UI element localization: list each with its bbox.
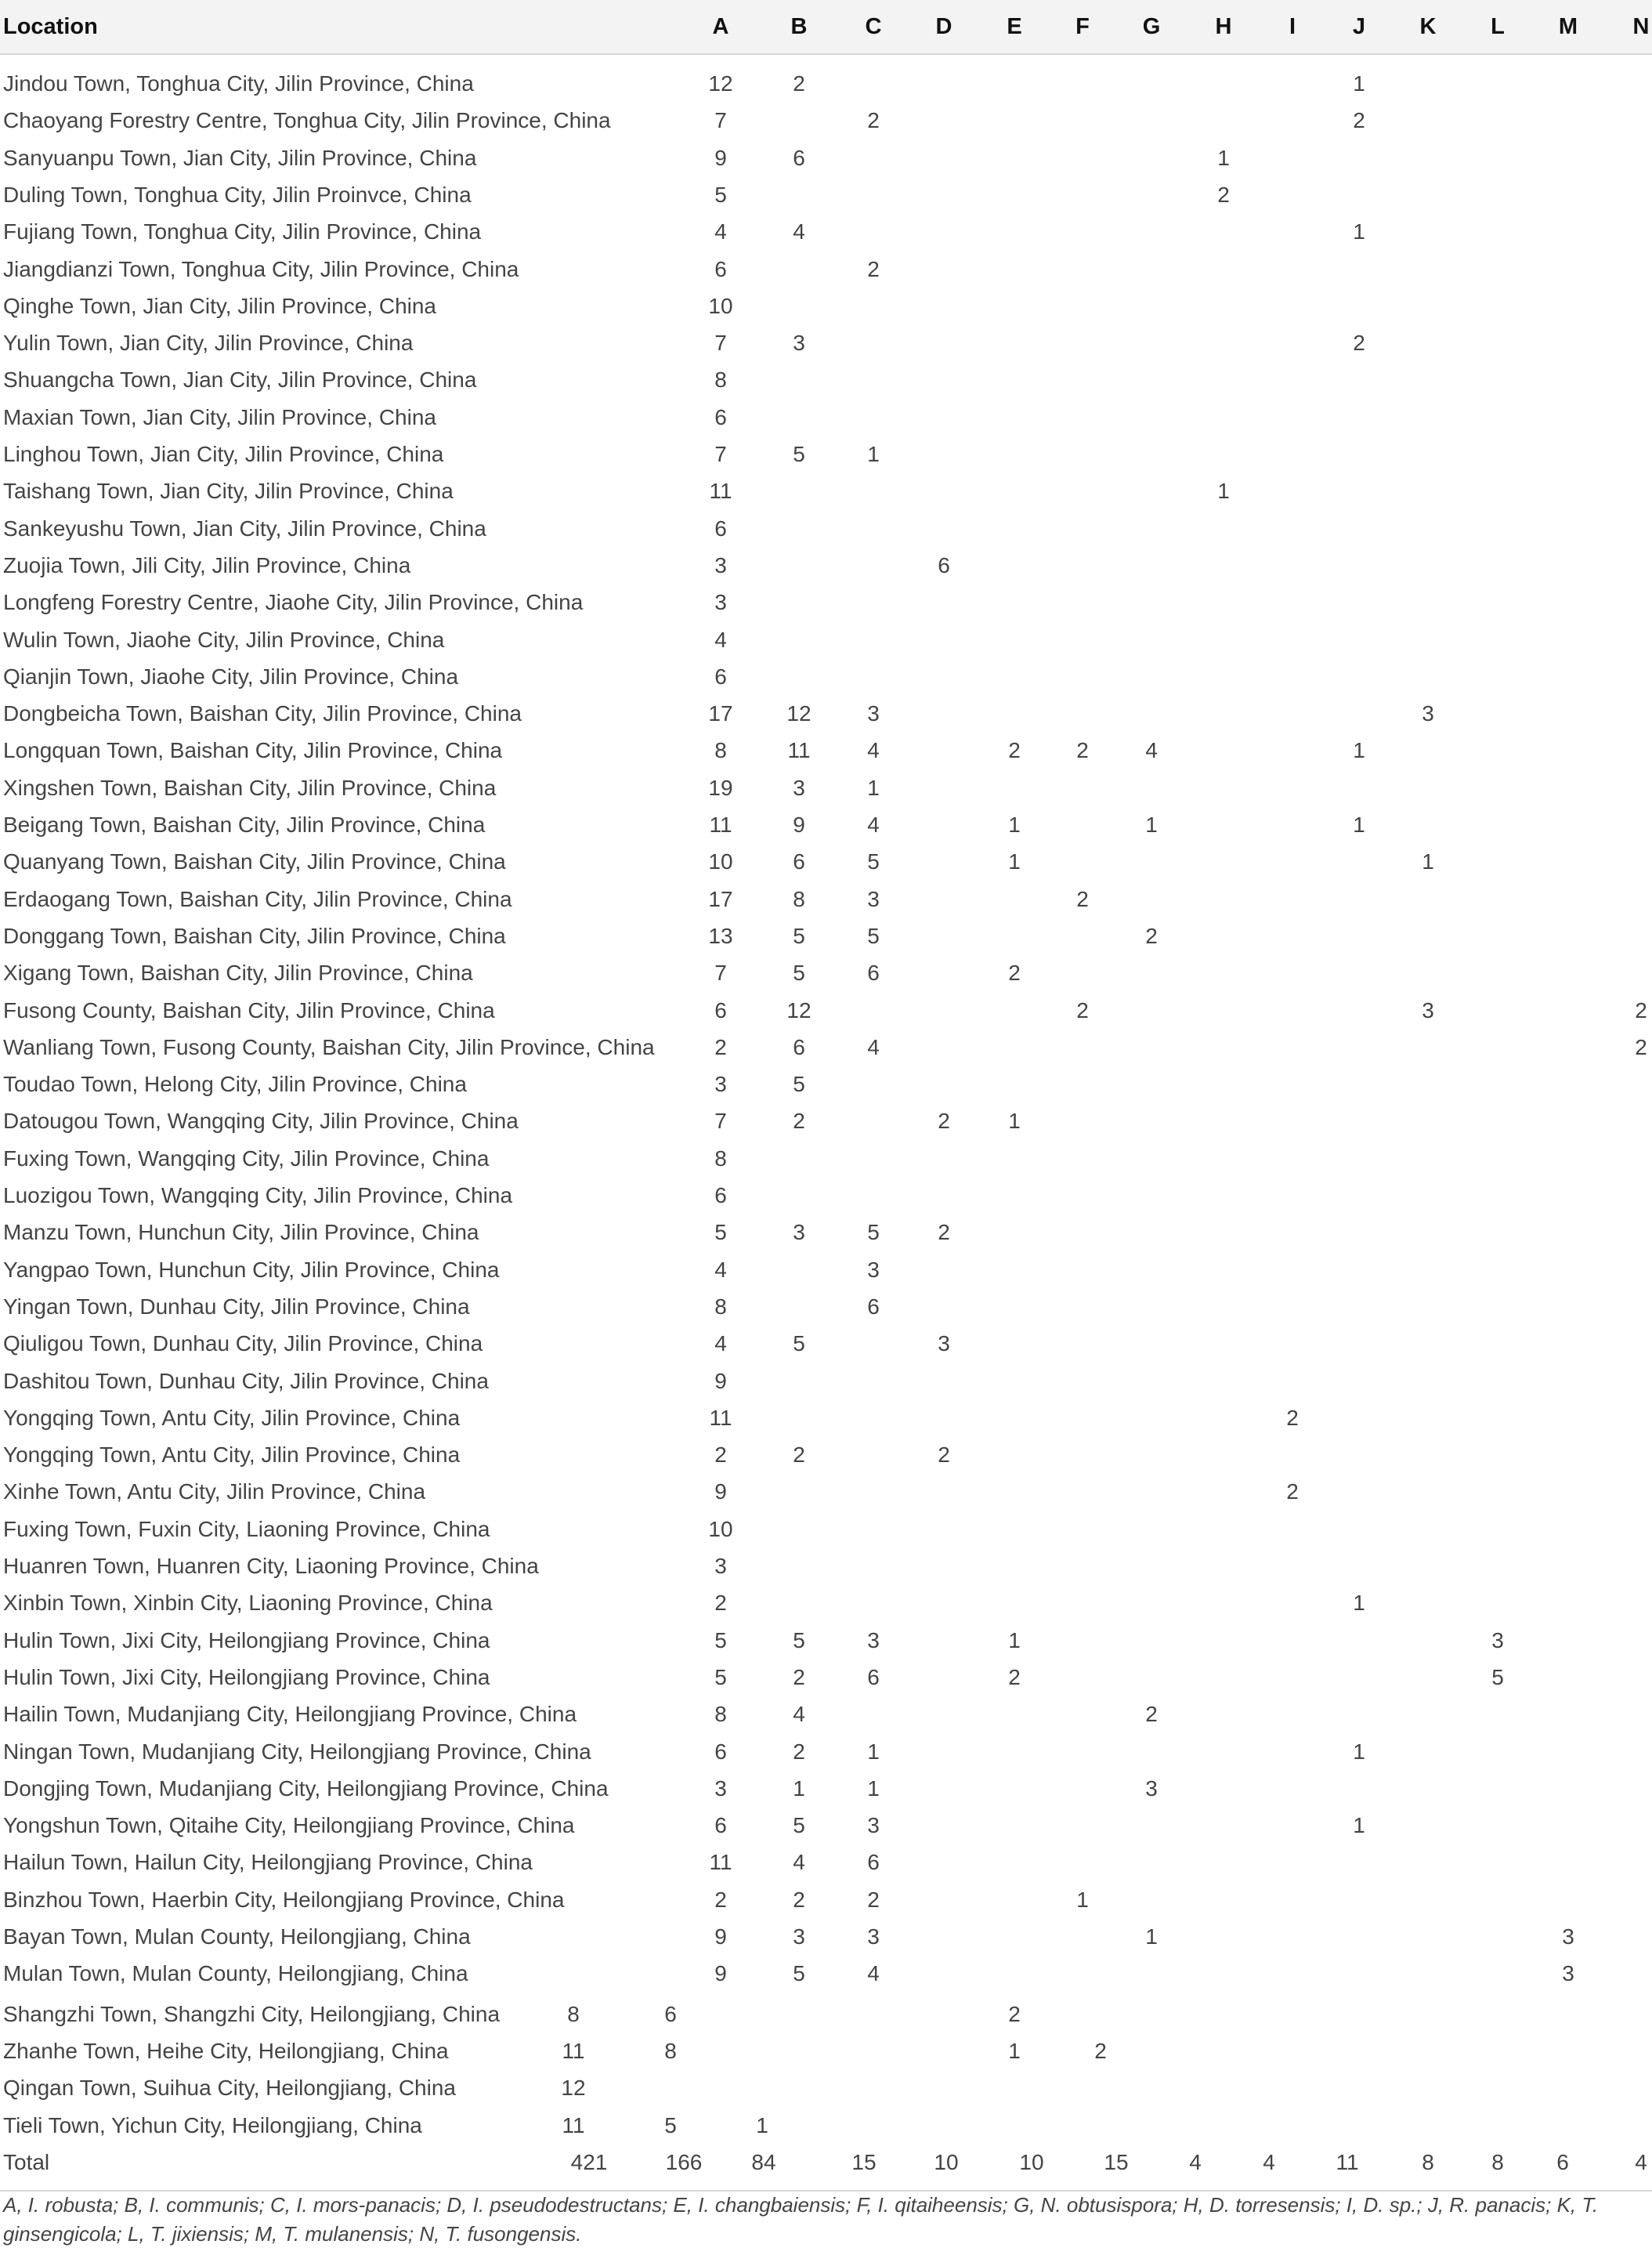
cell-value: 2 (1076, 738, 1089, 763)
cell-value: 12 (708, 71, 733, 96)
cell-value: 1 (1008, 849, 1021, 874)
cell-value: 6 (793, 849, 805, 874)
cell-value: 1 (1145, 813, 1158, 837)
cell-value: 1 (867, 1739, 880, 1764)
cell-value: 9 (714, 1961, 727, 1986)
row-location: Yingan Town, Dunhau City, Jilin Province, China (3, 1294, 470, 1319)
cell-value: 6 (714, 404, 727, 429)
cell-value: 8 (793, 886, 805, 911)
cell-value: 11 (562, 2038, 585, 2063)
cell-value: 8 (714, 1146, 727, 1171)
cell-value: 3 (1562, 1961, 1574, 1986)
cell-value: 6 (714, 1183, 727, 1207)
row-location: Toudao Town, Helong City, Jilin Province, China (3, 1072, 467, 1097)
cell-value: 2 (1008, 738, 1021, 763)
cell-value: 6 (938, 552, 950, 577)
cell-value: 5 (793, 923, 805, 948)
total-value: 8 (1422, 2149, 1434, 2174)
cell-value: 3 (867, 701, 880, 726)
cell-value: 1 (867, 442, 880, 466)
cell-value: 6 (867, 1664, 880, 1689)
row-location: Jindou Town, Tonghua City, Jilin Province, China (3, 71, 474, 96)
cell-value: 5 (867, 923, 880, 948)
row-location: Quanyang Town, Baishan City, Jilin Province, China (3, 849, 506, 874)
header-col-l: L (1491, 14, 1505, 39)
row-location: Erdaogang Town, Baishan City, Jilin Province, China (3, 886, 512, 911)
cell-value: 2 (1094, 2038, 1107, 2063)
row-location: Donggang Town, Baishan City, Jilin Province, China (3, 923, 506, 948)
cell-value: 5 (793, 1961, 805, 1986)
row-location: Zhanhe Town, Heihe City, Heilongjiang, China (3, 2038, 449, 2063)
row-location: Fuxing Town, Fuxin City, Liaoning Province, China (3, 1516, 490, 1541)
row-location: Taishang Town, Jian City, Jilin Province, China (3, 479, 454, 504)
cell-value: 1 (1353, 1813, 1365, 1838)
row-location: Fujiang Town, Tonghua City, Jilin Province, China (3, 219, 482, 244)
cell-value: 1 (1353, 1591, 1365, 1616)
cell-value: 2 (1635, 1034, 1647, 1059)
cell-value: 4 (714, 1257, 727, 1282)
cell-value: 2 (938, 1442, 950, 1468)
cell-value: 9 (714, 145, 727, 170)
cell-value: 2 (1635, 997, 1647, 1023)
cell-value: 6 (867, 961, 880, 986)
cell-value: 4 (1145, 738, 1158, 763)
row-location: Hulin Town, Jixi City, Heilongjiang Province, China (3, 1664, 490, 1689)
header-col-e: E (1007, 14, 1022, 39)
row-location: Yangpao Town, Hunchun City, Jilin Province, China (3, 1257, 500, 1282)
cell-value: 8 (714, 1294, 727, 1319)
cell-value: 3 (714, 590, 727, 615)
cell-value: 11 (709, 1405, 732, 1430)
cell-value: 2 (714, 1034, 727, 1059)
row-location: Hailin Town, Mudanjiang City, Heilongjiang Province, China (3, 1702, 577, 1727)
cell-value: 2 (1008, 961, 1021, 986)
cell-value: 10 (708, 849, 733, 874)
cell-value: 7 (714, 442, 727, 466)
total-value: 15 (1104, 2149, 1129, 2174)
total-label: Total (3, 2149, 50, 2174)
row-location: Duling Town, Tonghua City, Jilin Proinvce, China (3, 182, 472, 207)
row-location: Longquan Town, Baishan City, Jilin Province, China (3, 738, 503, 763)
row-location: Beigang Town, Baishan City, Jilin Province, China (3, 813, 486, 837)
total-value: 84 (751, 2149, 776, 2174)
cell-value: 3 (1491, 1627, 1504, 1652)
header-col-d: D (935, 14, 953, 39)
row-location: Qianjin Town, Jiaohe City, Jilin Province, China (3, 664, 459, 689)
cell-value: 6 (714, 516, 727, 541)
row-location: Datougou Town, Wangqing City, Jilin Province, China (3, 1109, 519, 1134)
total-value: 8 (1491, 2149, 1504, 2174)
cell-value: 7 (714, 1109, 727, 1134)
cell-value: 4 (714, 1331, 727, 1356)
cell-value: 2 (793, 1887, 805, 1912)
cell-value: 3 (1422, 997, 1434, 1023)
row-location: Manzu Town, Hunchun City, Jilin Province, China (3, 1220, 479, 1245)
row-location: Wanliang Town, Fusong County, Baishan City, Jilin Province, China (3, 1034, 655, 1059)
cell-value: 5 (714, 182, 727, 207)
cell-value: 3 (793, 1220, 805, 1245)
total-value: 10 (1019, 2149, 1044, 2174)
row-location: Xingshen Town, Baishan City, Jilin Province, China (3, 775, 497, 800)
cell-value: 4 (793, 1850, 805, 1875)
cell-value: 1 (1353, 813, 1365, 837)
cell-value: 3 (714, 1775, 727, 1801)
cell-value: 4 (793, 1702, 805, 1727)
cell-value: 5 (793, 961, 805, 986)
row-location: Wulin Town, Jiaohe City, Jilin Province, China (3, 627, 445, 652)
header-col-b: B (790, 14, 808, 39)
cell-value: 3 (938, 1331, 950, 1356)
header-col-f: F (1075, 14, 1090, 39)
row-location: Qingan Town, Suihua City, Heilongjiang, China (3, 2076, 456, 2101)
row-location: Shuangcha Town, Jian City, Jilin Province, China (3, 367, 477, 393)
cell-value: 1 (1353, 219, 1365, 244)
row-location: Yulin Town, Jian City, Jilin Province, China (3, 331, 414, 356)
cell-value: 3 (793, 775, 805, 800)
cell-value: 7 (714, 331, 727, 356)
cell-value: 6 (793, 1034, 805, 1059)
row-location: Dashitou Town, Dunhau City, Jilin Province, China (3, 1368, 489, 1393)
row-location: Linghou Town, Jian City, Jilin Province, China (3, 442, 444, 466)
row-location: Yongshun Town, Qitaihe City, Heilongjiang Province, China (3, 1813, 575, 1838)
cell-value: 8 (714, 367, 727, 393)
cell-value: 2 (938, 1220, 950, 1245)
cell-value: 2 (1353, 108, 1365, 133)
cell-value: 2 (938, 1109, 950, 1134)
cell-value: 2 (793, 1664, 805, 1689)
header-col-i: I (1289, 14, 1296, 39)
cell-value: 5 (1491, 1664, 1504, 1689)
row-location: Maxian Town, Jian City, Jilin Province, China (3, 404, 436, 429)
cell-value: 6 (867, 1850, 880, 1875)
cell-value: 1 (1076, 1887, 1089, 1912)
total-value: 15 (851, 2149, 877, 2174)
cell-value: 2 (793, 1442, 805, 1468)
cell-value: 8 (714, 738, 727, 763)
header-col-m: M (1558, 14, 1578, 39)
row-location: Xinhe Town, Antu City, Jilin Province, China (3, 1479, 426, 1504)
cell-value: 11 (709, 479, 732, 504)
total-value: 4 (1189, 2149, 1202, 2174)
row-location: Binzhou Town, Haerbin City, Heilongjiang Province, China (3, 1887, 565, 1912)
row-location: Hulin Town, Jixi City, Heilongjiang Province, China (3, 1627, 490, 1652)
cell-value: 2 (793, 71, 805, 96)
cell-value: 5 (793, 1331, 805, 1356)
row-location: Dongbeicha Town, Baishan City, Jilin Province, China (3, 701, 522, 726)
cell-value: 6 (867, 1294, 880, 1319)
row-location: Fuxing Town, Wangqing City, Jilin Province, China (3, 1146, 490, 1171)
cell-value: 3 (1562, 1924, 1574, 1949)
cell-value: 9 (714, 1479, 727, 1504)
cell-value: 1 (1353, 738, 1365, 763)
cell-value: 5 (714, 1220, 727, 1245)
cell-value: 17 (708, 886, 733, 911)
cell-value: 2 (867, 108, 880, 133)
cell-value: 2 (1217, 182, 1230, 207)
cell-value: 7 (714, 108, 727, 133)
cell-value: 4 (867, 813, 880, 837)
row-location: Qinghe Town, Jian City, Jilin Province, China (3, 293, 436, 318)
total-value: 421 (570, 2149, 608, 2174)
total-value: 4 (1263, 2149, 1275, 2174)
row-location: Tieli Town, Yichun City, Heilongjiang, China (3, 2112, 422, 2137)
cell-value: 1 (1145, 1924, 1158, 1949)
header-col-n: N (1632, 14, 1650, 39)
cell-value: 3 (714, 1072, 727, 1097)
row-location: Luozigou Town, Wangqing City, Jilin Province, China (3, 1183, 513, 1207)
cell-value: 8 (567, 2001, 580, 2026)
cell-value: 3 (867, 886, 880, 911)
cell-value: 6 (714, 1739, 727, 1764)
header-col-g: G (1142, 14, 1161, 39)
cell-value: 1 (867, 1775, 880, 1801)
cell-value: 1 (1353, 1739, 1365, 1764)
row-location: Huanren Town, Huanren City, Liaoning Province, China (3, 1554, 539, 1578)
cell-value: 11 (787, 738, 811, 763)
total-value: 166 (665, 2149, 703, 2174)
row-location: Hailun Town, Hailun City, Heilongjiang Province, China (3, 1850, 533, 1875)
cell-value: 1 (1422, 849, 1434, 874)
header-col-c: C (865, 14, 882, 39)
cell-value: 3 (867, 1924, 880, 1949)
cell-value: 5 (793, 442, 805, 466)
total-value: 6 (1556, 2149, 1569, 2174)
cell-value: 2 (1076, 997, 1089, 1023)
cell-value: 5 (867, 1220, 880, 1245)
cell-value: 12 (786, 997, 812, 1023)
row-location: Sankeyushu Town, Jian City, Jilin Province, China (3, 516, 486, 541)
row-location: Fusong County, Baishan City, Jilin Province, China (3, 997, 495, 1023)
cell-value: 6 (714, 1813, 727, 1838)
row-location: Ningan Town, Mudanjiang City, Heilongjiang Province, China (3, 1739, 591, 1764)
cell-value: 6 (714, 664, 727, 689)
cell-value: 5 (714, 1664, 727, 1689)
cell-value: 11 (562, 2112, 585, 2137)
cell-value: 1 (1008, 2038, 1021, 2063)
cell-value: 4 (867, 738, 880, 763)
cell-value: 12 (786, 701, 812, 726)
cell-value: 10 (708, 293, 733, 318)
cell-value: 3 (793, 1924, 805, 1949)
total-value: 10 (934, 2149, 959, 2174)
cell-value: 1 (1353, 71, 1365, 96)
cell-value: 13 (708, 923, 733, 948)
cell-value: 2 (867, 1887, 880, 1912)
cell-value: 3 (1145, 1775, 1158, 1801)
total-value: 11 (1336, 2149, 1359, 2174)
cell-value: 8 (714, 1702, 727, 1727)
cell-value: 6 (714, 256, 727, 281)
cell-value: 10 (708, 1516, 733, 1541)
cell-value: 6 (714, 997, 727, 1023)
row-location: Zuojia Town, Jili City, Jilin Province, China (3, 552, 411, 577)
row-location: Mulan Town, Mulan County, Heilongjiang, China (3, 1961, 468, 1986)
cell-value: 2 (1353, 331, 1365, 356)
cell-value: 9 (714, 1924, 727, 1949)
row-location: Dongjing Town, Mudanjiang City, Heilongjiang Province, China (3, 1775, 609, 1801)
cell-value: 2 (714, 1442, 727, 1468)
cell-value: 9 (714, 1368, 727, 1393)
cell-value: 4 (867, 1961, 880, 1986)
cell-value: 1 (1008, 1627, 1021, 1652)
cell-value: 5 (793, 1813, 805, 1838)
header-col-j: J (1352, 14, 1366, 39)
cell-value: 2 (793, 1739, 805, 1764)
total-value: 4 (1635, 2149, 1647, 2174)
row-location: Xigang Town, Baishan City, Jilin Province, China (3, 961, 473, 986)
cell-value: 6 (664, 2001, 677, 2026)
cell-value: 17 (708, 701, 733, 726)
cell-value: 9 (793, 813, 805, 837)
cell-value: 3 (867, 1257, 880, 1282)
cell-value: 5 (714, 1627, 727, 1652)
cell-value: 2 (714, 1887, 727, 1912)
cell-value: 1 (1217, 479, 1230, 504)
cell-value: 12 (561, 2076, 586, 2101)
cell-value: 2 (1076, 886, 1089, 911)
table-footnote: A, I. robusta; B, I. communis; C, I. mors-panacis; D, I. pseudodestructans; E, I. changbaiensis; F, I. qitaiheensis; G, N. obtusispora; H, D. torresensis; I, D. sp.; J, R. panacis; K, T. ginsengicola; L, T. jixiensis; M, T. mulanensis; N, T. fusongensis. (3, 2193, 1599, 2246)
cell-value: 2 (1008, 1664, 1021, 1689)
row-location: Chaoyang Forestry Centre, Tonghua City, Jilin Province, China (3, 108, 611, 133)
row-location: Bayan Town, Mulan County, Heilongjiang, China (3, 1924, 471, 1949)
row-location: Sanyuanpu Town, Jian City, Jilin Province, China (3, 145, 477, 170)
header-col-a: A (712, 14, 729, 39)
cell-value: 2 (1008, 2001, 1021, 2026)
cell-value: 1 (867, 775, 880, 800)
row-location: Yongqing Town, Antu City, Jilin Province, China (3, 1405, 461, 1430)
row-location: Qiuligou Town, Dunhau City, Jilin Province, China (3, 1331, 483, 1356)
cell-value: 11 (709, 1850, 732, 1875)
row-location: Jiangdianzi Town, Tonghua City, Jilin Province, China (3, 256, 519, 281)
cell-value: 5 (793, 1627, 805, 1652)
row-location: Longfeng Forestry Centre, Jiaohe City, Jilin Province, China (3, 590, 584, 615)
header-col-h: H (1215, 14, 1232, 39)
cell-value: 19 (708, 775, 733, 800)
cell-value: 5 (664, 2112, 677, 2137)
cell-value: 1 (793, 1775, 805, 1801)
cell-value: 5 (867, 849, 880, 874)
cell-value: 2 (793, 1109, 805, 1134)
header-col-k: K (1419, 14, 1437, 39)
cell-value: 3 (867, 1813, 880, 1838)
cell-value: 1 (1217, 145, 1230, 170)
row-location: Xinbin Town, Xinbin City, Liaoning Province, China (3, 1591, 493, 1616)
cell-value: 3 (867, 1627, 880, 1652)
row-location: Shangzhi Town, Shangzhi City, Heilongjiang, China (3, 2001, 501, 2026)
cell-value: 8 (664, 2038, 677, 2063)
cell-value: 2 (1145, 923, 1158, 948)
header-location: Location (3, 14, 98, 39)
cell-value: 2 (714, 1591, 727, 1616)
cell-value: 1 (1008, 813, 1021, 837)
cell-value: 1 (756, 2112, 768, 2137)
cell-value: 1 (1008, 1109, 1021, 1134)
cell-value: 6 (793, 145, 805, 170)
cell-value: 4 (714, 219, 727, 244)
cell-value: 2 (1286, 1405, 1299, 1430)
cell-value: 3 (714, 552, 727, 577)
row-location: Yongqing Town, Antu City, Jilin Province, China (3, 1442, 461, 1468)
cell-value: 3 (1422, 701, 1434, 726)
cell-value: 4 (714, 627, 727, 652)
cell-value: 5 (793, 1072, 805, 1097)
cell-value: 4 (793, 219, 805, 244)
cell-value: 2 (1145, 1702, 1158, 1727)
cell-value: 2 (867, 256, 880, 281)
cell-value: 7 (714, 961, 727, 986)
cell-value: 3 (793, 331, 805, 356)
cell-value: 11 (709, 813, 732, 837)
cell-value: 2 (1286, 1479, 1299, 1504)
cell-value: 4 (867, 1034, 880, 1059)
table-header-band (0, 0, 1652, 55)
cell-value: 3 (714, 1554, 727, 1578)
